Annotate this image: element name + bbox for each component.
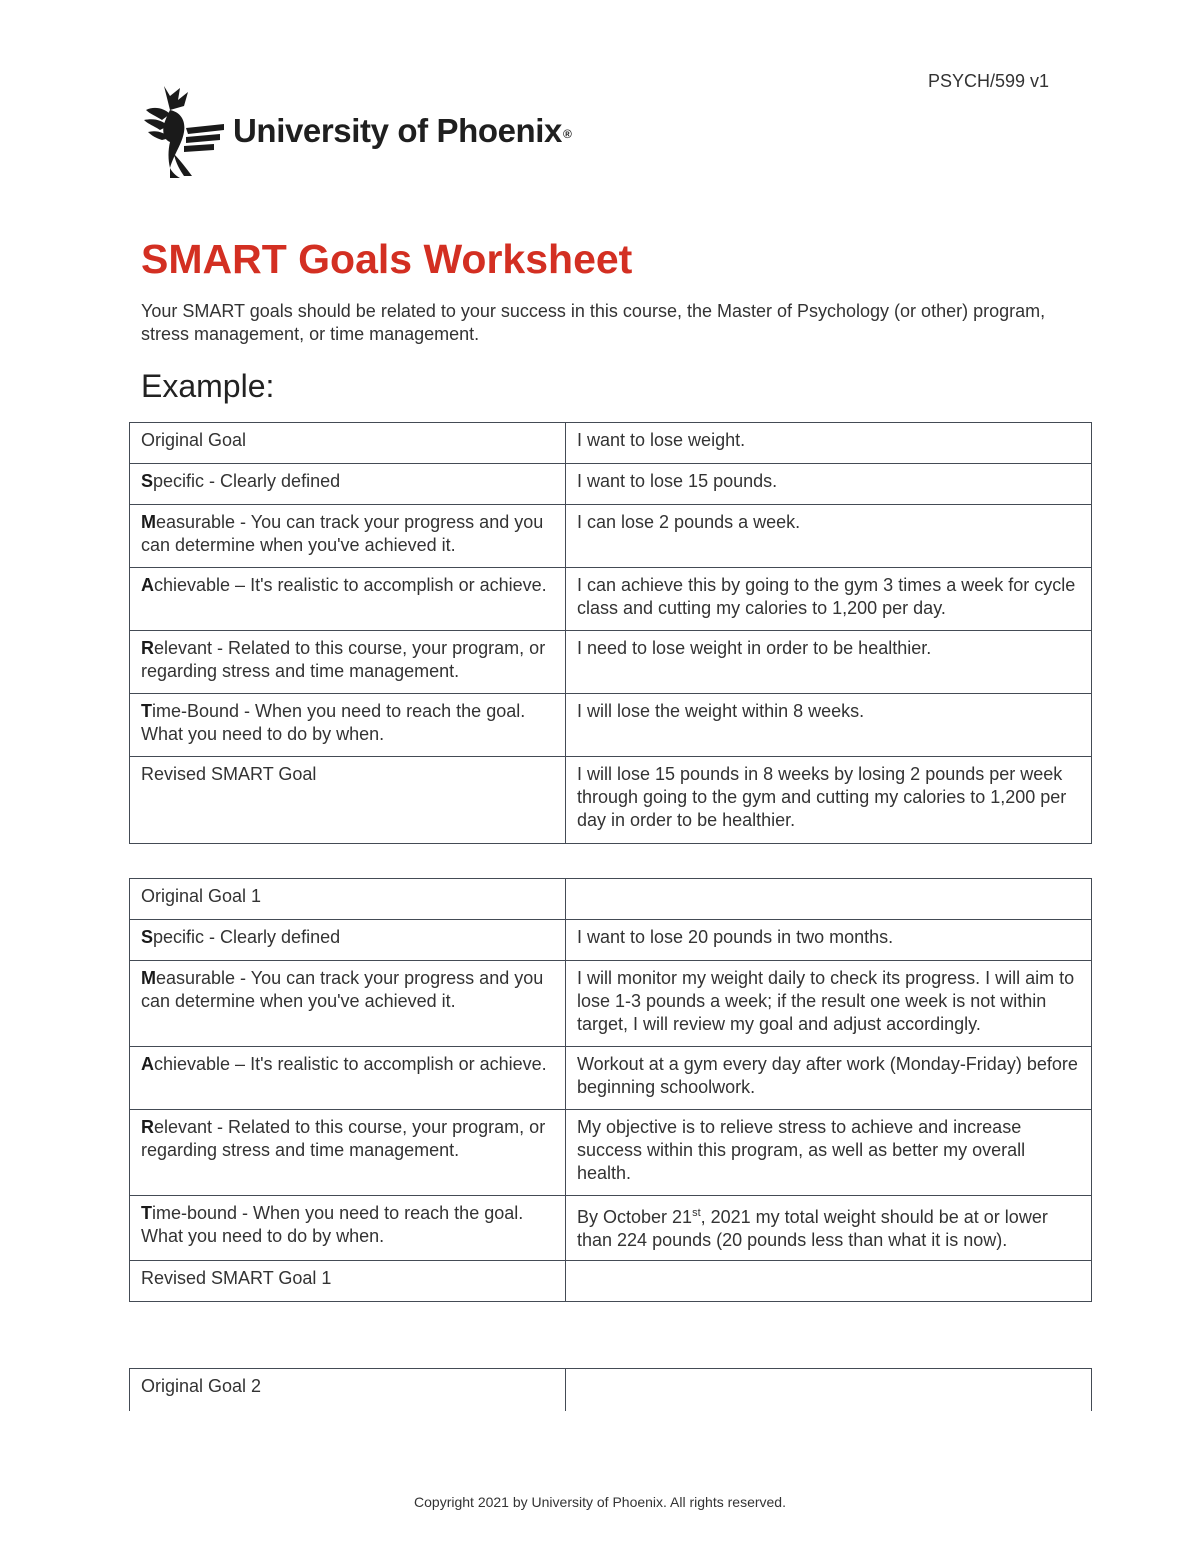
table-row bbox=[130, 423, 1092, 464]
row-value[interactable]: I will monitor my weight daily to check its progress. I will aim to lose 1-3 pounds a week; if the result one week is not within target, I will review my goal and adjust accordingly. bbox=[566, 961, 1092, 1047]
row-value: I want to lose 15 pounds. bbox=[566, 464, 1092, 505]
row-label: Relevant - Related to this course, your program, or regarding stress and time management. bbox=[130, 631, 566, 694]
row-value: I can lose 2 pounds a week. bbox=[566, 505, 1092, 568]
row-label: Original Goal bbox=[130, 423, 566, 464]
row-value: I will lose 15 pounds in 8 weeks by losing 2 pounds per week through going to the gym and cutting my calories to 1,200 per day in order to be healthier. bbox=[566, 757, 1092, 844]
row-value: I need to lose weight in order to be healthier. bbox=[566, 631, 1092, 694]
example-heading: Example: bbox=[141, 368, 275, 404]
table-row bbox=[130, 1110, 1092, 1196]
page-title: SMART Goals Worksheet bbox=[141, 236, 633, 282]
logo-wordmark: University of Phoenix® bbox=[233, 112, 572, 149]
row-value[interactable] bbox=[566, 1369, 1092, 1411]
table-row bbox=[130, 920, 1092, 961]
row-label: Original Goal 1 bbox=[130, 879, 566, 920]
intro-text: Your SMART goals should be related to your success in this course, the Master of Psychology (or other) program, stress management, or time management. bbox=[141, 301, 1046, 344]
row-label: Measurable - You can track your progress and you can determine when you've achieved it. bbox=[130, 961, 566, 1047]
row-value[interactable]: By October 21st, 2021 my total weight should be at or lower than 224 pounds (20 pounds less than what it is now). bbox=[566, 1196, 1092, 1261]
row-value[interactable]: I want to lose 20 pounds in two months. bbox=[566, 920, 1092, 961]
goal2-table bbox=[129, 1368, 1092, 1411]
table-row bbox=[130, 879, 1092, 920]
goal1-table bbox=[129, 878, 1092, 1302]
table-row bbox=[130, 505, 1092, 568]
row-label: Achievable – It's realistic to accomplish or achieve. bbox=[130, 1047, 566, 1110]
table-row bbox=[130, 694, 1092, 757]
table-row bbox=[130, 568, 1092, 631]
table-row bbox=[130, 1261, 1092, 1302]
row-label: Time-Bound - When you need to reach the goal. What you need to do by when. bbox=[130, 694, 566, 757]
table-row bbox=[130, 1196, 1092, 1261]
table-row bbox=[130, 757, 1092, 844]
example-table bbox=[129, 422, 1092, 844]
row-label: Revised SMART Goal 1 bbox=[130, 1261, 566, 1302]
row-label: Original Goal 2 bbox=[130, 1369, 566, 1411]
row-label: Achievable – It's realistic to accomplish or achieve. bbox=[130, 568, 566, 631]
row-value[interactable] bbox=[566, 879, 1092, 920]
copyright-footer: Copyright 2021 by University of Phoenix. All rights reserved. bbox=[414, 1494, 786, 1510]
row-label: Specific - Clearly defined bbox=[130, 464, 566, 505]
table-row bbox=[130, 1369, 1092, 1411]
row-value[interactable]: My objective is to relieve stress to achieve and increase success within this program, as well as better my overall health. bbox=[566, 1110, 1092, 1196]
table-row bbox=[130, 961, 1092, 1047]
table-row bbox=[130, 464, 1092, 505]
row-label: Measurable - You can track your progress and you can determine when you've achieved it. bbox=[130, 505, 566, 568]
table-row bbox=[130, 631, 1092, 694]
table-row bbox=[130, 1047, 1092, 1110]
phoenix-logo-icon bbox=[140, 84, 226, 183]
row-label: Relevant - Related to this course, your program, or regarding stress and time management. bbox=[130, 1110, 566, 1196]
row-label: Specific - Clearly defined bbox=[130, 920, 566, 961]
row-value[interactable] bbox=[566, 1261, 1092, 1302]
row-value: I will lose the weight within 8 weeks. bbox=[566, 694, 1092, 757]
course-code: PSYCH/599 v1 bbox=[928, 71, 1050, 91]
row-label: Revised SMART Goal bbox=[130, 757, 566, 844]
row-value: I can achieve this by going to the gym 3 times a week for cycle class and cutting my calories to 1,200 per day. bbox=[566, 568, 1092, 631]
row-value: I want to lose weight. bbox=[566, 423, 1092, 464]
row-label: Time-bound - When you need to reach the goal. What you need to do by when. bbox=[130, 1196, 566, 1261]
row-value[interactable]: Workout at a gym every day after work (Monday-Friday) before beginning schoolwork. bbox=[566, 1047, 1092, 1110]
